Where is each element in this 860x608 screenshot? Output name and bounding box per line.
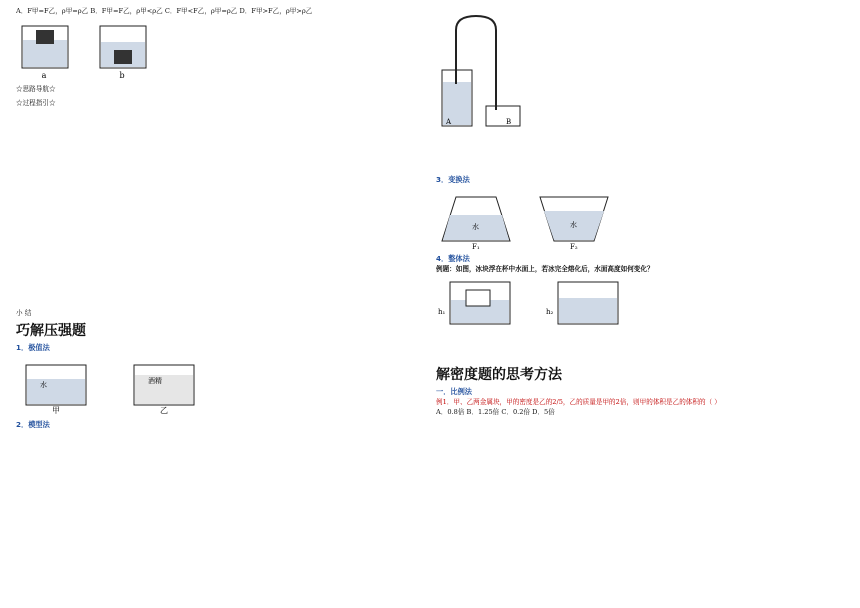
beaker-a-figure (16, 20, 76, 80)
example-ratio-options: A．0.8倍 B．1.25倍 C．0.2倍 D．5倍 (436, 408, 555, 416)
figure-jia-yi (16, 357, 424, 415)
label-h1: h₁ (438, 308, 446, 316)
water-label: 水 (40, 381, 47, 389)
label-h2: h₂ (546, 308, 554, 316)
water-label-1: 水 (472, 223, 479, 231)
figure-siphon (436, 10, 844, 130)
label-a: a (41, 71, 47, 80)
section-title-pressure: 巧解压强题 (16, 323, 86, 339)
figure-ab (16, 20, 424, 80)
alcohol-label: 酒精 (148, 377, 162, 385)
ice-cup-figure-2 (544, 278, 634, 328)
subheading-ratio-method: 一．比例法 (436, 387, 472, 396)
ice-cup-figure-1 (436, 278, 526, 328)
subheading-whole-method: 4．整体法 (436, 254, 470, 263)
label-yi: 乙 (160, 406, 168, 415)
label-A: A (446, 118, 452, 126)
process-guide-heading: ☆过程指引☆ (16, 99, 56, 107)
container-yi-figure (124, 357, 214, 415)
siphon-figure (436, 10, 546, 130)
think-nav-heading: ☆思路导航☆ (16, 85, 56, 93)
container-jia-figure (16, 357, 106, 415)
section-title-density: 解密度题的思考方法 (436, 367, 562, 383)
example-ice: 例题：如图，冰块浮在杯中水面上，若冰完全熔化后，水面高度如何变化？ (436, 265, 654, 273)
question-options-line: A．F甲=F乙，ρ甲=ρ乙 B．F甲=F乙，ρ甲<ρ乙 C．F甲<F乙，ρ甲=ρ乙 D．F甲>F乙，ρ甲>ρ乙 (16, 7, 313, 15)
example-ratio: 例1．甲、乙两金属块，甲的密度是乙的2/5，乙的质量是甲的2倍，则甲的体积是乙的体积的（ ） (436, 398, 721, 406)
trapezoid-container-2 (534, 189, 614, 249)
beaker-b-figure (94, 20, 154, 80)
label-F1: F₁ (472, 243, 480, 249)
label-F2: F₂ (570, 243, 578, 249)
subheading-model-method: 2．模型法 (16, 420, 50, 429)
subheading-transform-method: 3．变换法 (436, 175, 470, 184)
figure-ice (436, 278, 844, 328)
water-label-2: 水 (570, 221, 577, 229)
left-column (16, 6, 424, 430)
summary-heading: 小 结 (16, 309, 32, 317)
label-B: B (506, 118, 512, 126)
subheading-extreme-method: 1．极值法 (16, 343, 50, 352)
figure-containers (436, 189, 844, 249)
label-jia: 甲 (52, 406, 60, 415)
label-b: b (119, 71, 125, 80)
trapezoid-container-1 (436, 189, 516, 249)
right-column (436, 6, 844, 417)
